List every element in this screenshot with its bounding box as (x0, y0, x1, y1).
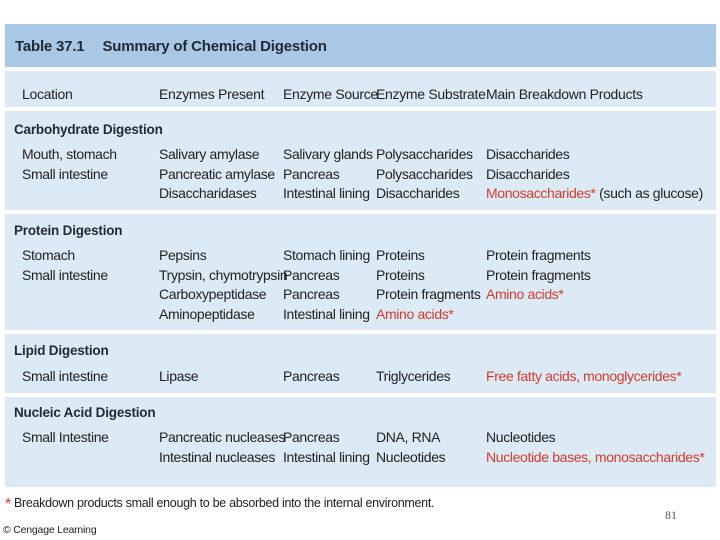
table-cell: Intestinal lining (283, 185, 370, 201)
column-header-products: Main Breakdown Products (486, 86, 643, 102)
lipid-enzyme (159, 367, 198, 387)
table-cell: Protein fragments (376, 286, 481, 302)
table-cell: Polysaccharides (376, 165, 473, 182)
table-cell: Intestinal nucleases (159, 448, 275, 465)
table-cell: Pancreatic nucleases (159, 429, 286, 445)
footnote-text: Breakdown products small enough to be absorbed into the internal environment. (13, 496, 435, 510)
table-cell: Salivary glands (283, 146, 373, 162)
table-cell: Small intestine (22, 266, 108, 283)
table-cell: Proteins (376, 266, 425, 283)
table-cell: Disaccharidases (159, 185, 257, 201)
lipid-substrate (376, 367, 450, 387)
table-cell: Intestinal lining (283, 305, 370, 322)
column-header-location: Location (22, 86, 73, 102)
table-cell: Salivary amylase (159, 146, 260, 162)
page-number: 81 (665, 508, 677, 522)
table-cell: Intestinal lining (283, 448, 370, 465)
table-cell: Nucleotides (486, 429, 556, 445)
table-cell: Small intestine (22, 165, 108, 182)
table-title-text: Summary of Chemical Digestion (102, 38, 327, 55)
table-number: Table 37.1 (15, 38, 85, 55)
table-cell: Pancreatic amylase (159, 165, 275, 182)
highlighted-product: Monosaccharides* (486, 185, 596, 201)
table-cell-composite (486, 184, 703, 204)
section-heading-protein: Protein Digestion (14, 223, 123, 238)
highlighted-substrate: Amino acids* (376, 305, 454, 322)
table-cell: Pancreas (283, 368, 340, 384)
lipid-location (22, 367, 108, 387)
carbohydrate-products (486, 145, 703, 204)
table-cell: Pancreas (283, 266, 340, 283)
protein-substrates (376, 246, 481, 324)
table-title (15, 38, 327, 55)
protein-locations (22, 246, 108, 285)
carbohydrate-sources (283, 145, 373, 204)
carbohydrate-substrates (376, 145, 473, 204)
table-cell: Aminopeptidase (159, 305, 255, 322)
highlighted-product: Amino acids* (486, 286, 564, 302)
highlighted-product: Free fatty acids, monoglycerides* (486, 368, 682, 384)
table-cell: Stomach (22, 247, 75, 263)
table-cell: Disaccharides (486, 165, 570, 182)
protein-enzymes (159, 246, 287, 324)
table-cell: Small intestine (22, 368, 108, 384)
nucleic-locations (22, 428, 109, 448)
column-header-enzymes: Enzymes Present (159, 86, 265, 102)
table-cell: Pepsins (159, 247, 207, 263)
column-header-source: Enzyme Source (283, 86, 378, 102)
table-footnote (5, 496, 434, 514)
table-cell: Pancreas (283, 286, 340, 302)
table-cell: Nucleotides (376, 448, 446, 465)
table-cell: Triglycerides (376, 368, 451, 384)
table-cell: Small Intestine (22, 429, 109, 445)
carbohydrate-enzymes (159, 145, 275, 204)
table-cell: DNA, RNA (376, 429, 441, 445)
lipid-source (283, 367, 339, 387)
table-cell: Protein fragments (486, 247, 591, 263)
nucleic-products (486, 428, 704, 467)
table-cell: Lipase (159, 368, 199, 384)
table-cell: Mouth, stomach (22, 146, 117, 162)
table-cell: Pancreas (283, 429, 340, 445)
copyright-credit: © Cengage Learning (3, 524, 97, 536)
table-cell: Disaccharides (486, 146, 570, 162)
table-cell: Proteins (376, 247, 425, 263)
section-heading-lipid: Lipid Digestion (14, 343, 109, 358)
protein-products (486, 246, 591, 305)
footnote-marker: * (5, 496, 11, 513)
lipid-products (486, 367, 681, 387)
table-cell: Pancreas (283, 165, 340, 182)
nucleic-sources (283, 428, 370, 467)
table-cell: Carboxypeptidase (159, 286, 267, 302)
column-header-substrate: Enzyme Substrate (376, 86, 486, 102)
protein-sources (283, 246, 370, 324)
table-cell: Disaccharides (376, 185, 460, 201)
section-heading-nucleic-acid: Nucleic Acid Digestion (14, 405, 156, 420)
section-heading-carbohydrate: Carbohydrate Digestion (14, 122, 163, 137)
nucleic-enzymes (159, 428, 285, 467)
highlighted-product: Nucleotide bases, monosaccharides* (486, 448, 705, 465)
table-cell: Polysaccharides (376, 146, 473, 162)
table-cell: Stomach lining (283, 247, 370, 263)
table-cell: Protein fragments (486, 266, 591, 283)
carbohydrate-locations (22, 145, 117, 184)
table-cell: Trypsin, chymotrypsin (159, 266, 288, 283)
product-note: (such as glucose) (599, 185, 703, 201)
nucleic-substrates (376, 428, 445, 467)
